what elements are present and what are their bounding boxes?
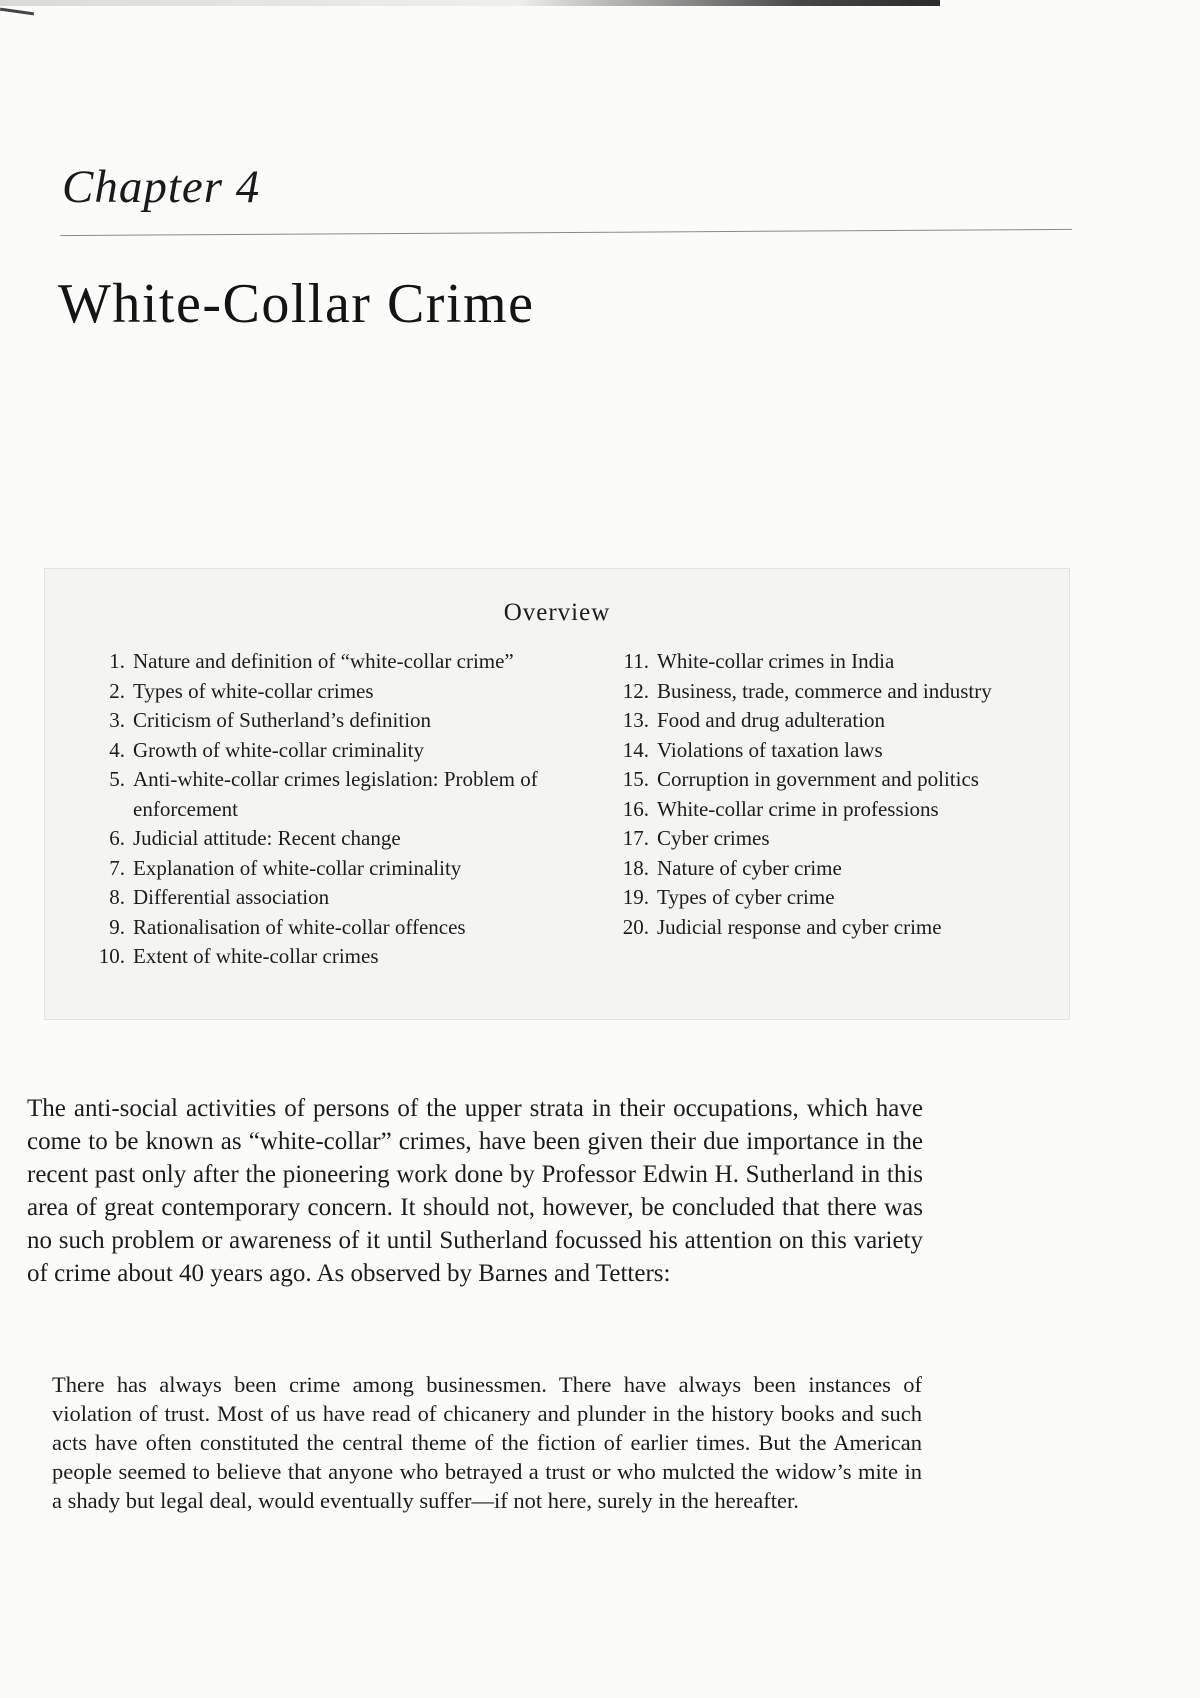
overview-item-text: Criticism of Sutherland’s definition xyxy=(133,708,432,732)
overview-item-number: 6. xyxy=(109,826,125,850)
overview-item-text: Growth of white-collar criminality xyxy=(133,737,424,762)
overview-item xyxy=(565,677,1065,707)
overview-item-number: 14. xyxy=(622,737,649,762)
overview-item xyxy=(565,854,1065,884)
overview-item xyxy=(45,824,565,854)
overview-list-left xyxy=(45,647,565,972)
overview-item-text: Extent of white-collar crimes xyxy=(133,944,379,968)
overview-item xyxy=(45,647,565,677)
overview-item xyxy=(45,677,565,707)
overview-item xyxy=(45,942,565,972)
overview-item-number: 4. xyxy=(109,737,125,762)
overview-item-number: 12. xyxy=(622,678,649,703)
overview-item-number: 9. xyxy=(109,914,125,939)
overview-item-number: 3. xyxy=(109,708,125,732)
overview-item-text: Corruption in government and politics xyxy=(657,767,979,791)
overview-item-text: Differential association xyxy=(133,885,330,909)
overview-item-text: Nature and definition of “white-collar crime” xyxy=(133,649,514,673)
overview-item-number: 11. xyxy=(623,649,649,673)
overview-item-text: White-collar crime in professions xyxy=(657,796,939,821)
overview-item-text: Anti-white-collar crimes legislation: Problem of enforcement xyxy=(133,767,538,821)
overview-item-text: Types of white-collar crimes xyxy=(133,678,374,703)
overview-item-number: 13. xyxy=(622,708,649,732)
overview-item-text: White-collar crimes in India xyxy=(657,649,895,673)
overview-item-text: Types of cyber crime xyxy=(657,885,835,909)
overview-item xyxy=(45,883,565,913)
overview-item-number: 8. xyxy=(109,885,125,909)
block-quote: There has always been crime among businessmen. There have always been instances of violation of trust. Most of us have read of chicanery and plunder in the history books and such acts have often constituted the central theme of the fiction of earlier times. But the American people seemed to believe that anyone who betrayed a trust or who mulcted the widow’s mite in a shady but legal deal, would eventually suffer—if not here, surely in the hereafter. xyxy=(52,1372,922,1513)
overview-item-text: Judicial response and cyber crime xyxy=(657,914,942,939)
overview-item xyxy=(45,706,565,736)
overview-item xyxy=(565,824,1065,854)
overview-item-number: 2. xyxy=(109,678,125,703)
overview-item xyxy=(45,854,565,884)
overview-item xyxy=(565,795,1065,825)
overview-item xyxy=(565,913,1065,943)
overview-item xyxy=(565,736,1065,766)
scan-edge-mark xyxy=(0,8,34,16)
overview-item xyxy=(565,765,1065,795)
chapter-divider xyxy=(60,229,1072,236)
overview-item xyxy=(565,647,1065,677)
chapter-label: Chapter 4 xyxy=(62,161,261,213)
overview-item-number: 5. xyxy=(109,767,125,791)
overview-item-text: Food and drug adulteration xyxy=(657,708,886,732)
body-paragraph: The anti-social activities of persons of the upper strata in their occupations, which have come to be known as “white-collar” crimes, have been given their due importance in the recent past only after the pioneering work done by Professor Edwin H. Sutherland in this area of great contemporary concern. It should not, however, be concluded that there was no such problem or awareness of it until Sutherland focussed his attention on this variety of crime about 40 years ago. As observed by Barnes and Tetters: xyxy=(27,1095,923,1287)
chapter-title: White-Collar Crime xyxy=(58,273,535,335)
overview-item-text: Nature of cyber crime xyxy=(657,855,842,880)
overview-item-text: Violations of taxation laws xyxy=(657,737,883,762)
overview-item xyxy=(565,883,1065,913)
overview-item-text: Judicial attitude: Recent change xyxy=(133,826,401,850)
overview-item xyxy=(45,913,565,943)
overview-item-number: 1. xyxy=(109,649,125,673)
overview-item-number: 7. xyxy=(109,855,125,880)
scan-edge-artifact xyxy=(0,0,940,6)
overview-item-text: Cyber crimes xyxy=(657,826,770,850)
overview-item-number: 20. xyxy=(622,914,649,939)
overview-item xyxy=(45,765,565,824)
overview-item-number: 10. xyxy=(98,944,125,968)
overview-heading: Overview xyxy=(503,599,611,626)
overview-item-text: Rationalisation of white-collar offences xyxy=(133,914,466,939)
overview-item xyxy=(565,706,1065,736)
overview-item-number: 17. xyxy=(622,826,649,850)
overview-item-number: 19. xyxy=(622,885,649,909)
overview-box xyxy=(44,568,1070,1020)
overview-item-text: Business, trade, commerce and industry xyxy=(657,678,992,703)
overview-item-number: 18. xyxy=(622,855,649,880)
overview-list-right xyxy=(565,647,1065,942)
overview-item-text: Explanation of white-collar criminality xyxy=(133,855,462,880)
overview-item-number: 16. xyxy=(622,796,649,821)
overview-item xyxy=(45,736,565,766)
overview-item-number: 15. xyxy=(622,767,649,791)
